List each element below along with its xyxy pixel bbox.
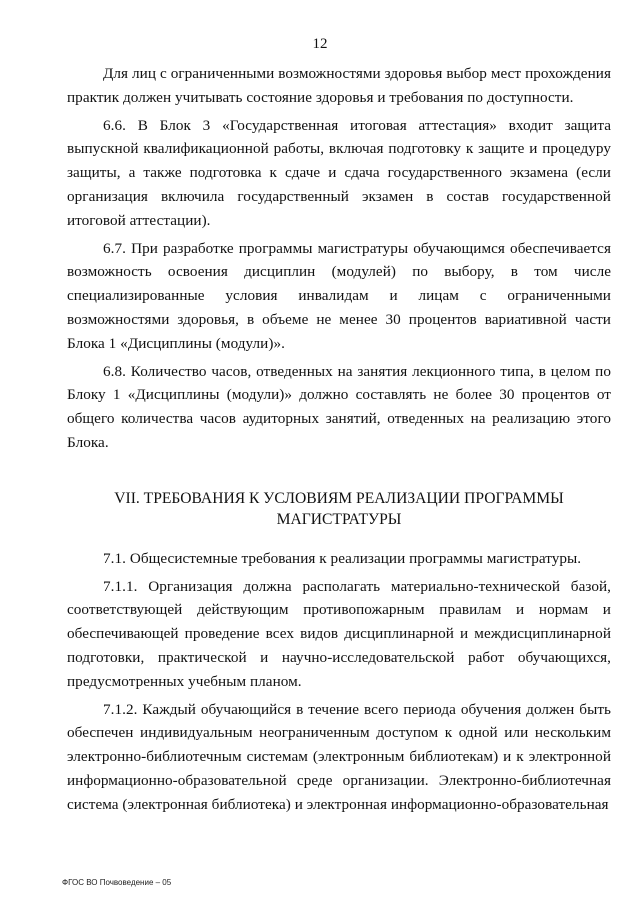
section-heading-line-2: МАГИСТРАТУРЫ [276,510,402,528]
page-footer: ФГОС ВО Почвоведение – 05 [62,878,172,887]
section-heading [67,488,611,530]
section-heading-line-1: VII. ТРЕБОВАНИЯ К УСЛОВИЯМ РЕАЛИЗАЦИИ ПРОГРАММЫ [114,489,564,507]
document-body [67,62,611,821]
paragraph-7-1-1: 7.1.1. Организация должна располагать материально-технической базой, соответствующей действующим противопожарным правилам и нормам и обеспечивающей проведение всех видов дисциплинарной и междисциплинарной подготовки, практической и научно-исследовательской работ обучающихся, предусмотренных учебным планом. [67,577,611,690]
paragraph-6-8: 6.8. Количество часов, отведенных на занятия лекционного типа, в целом по Блоку 1 «Дисциплины (модули)» должно составлять не более 30 процентов от общего количества часов аудиторных занятий, отведенных на реализацию этого Блока. [67,362,611,451]
page-number: 12 [312,36,328,52]
paragraph-7-1-2: 7.1.2. Каждый обучающийся в течение всего периода обучения должен быть обеспечен индивидуальным неограниченным доступом к одной или нескольким электронно-библиотечным системам (электронным библиотекам) и к электронной информационно-образовательной среде организации. Электронно-библиотечная система (электронная библиотека) и электронная информационно-образовательная [67,700,611,813]
paragraph-6-7: 6.7. При разработке программы магистратуры обучающимся обеспечивается возможность освоения дисциплин (модулей) по выбору, в том числе специализированные условия инвалидам и лицам с ограниченными возможностями здоровья, в объеме не менее 30 процентов вариативной части Блока 1 «Дисциплины (модули)». [67,239,611,352]
paragraph-7-1: 7.1. Общесистемные требования к реализации программы магистратуры. [103,549,582,567]
paragraph-6-6: 6.6. В Блок 3 «Государственная итоговая аттестация» входит защита выпускной квалификационной работы, включая подготовку к защите и процедуру защиты, а также подготовка к сдаче и сдача государственного экзамена (если организация включила государственный экзамен в состав государственной итоговой аттестации). [67,116,611,229]
paragraph-disability-practice: Для лиц с ограниченными возможностями здоровья выбор мест прохождения практик должен учитывать состояние здоровья и требования по доступности. [67,65,611,106]
